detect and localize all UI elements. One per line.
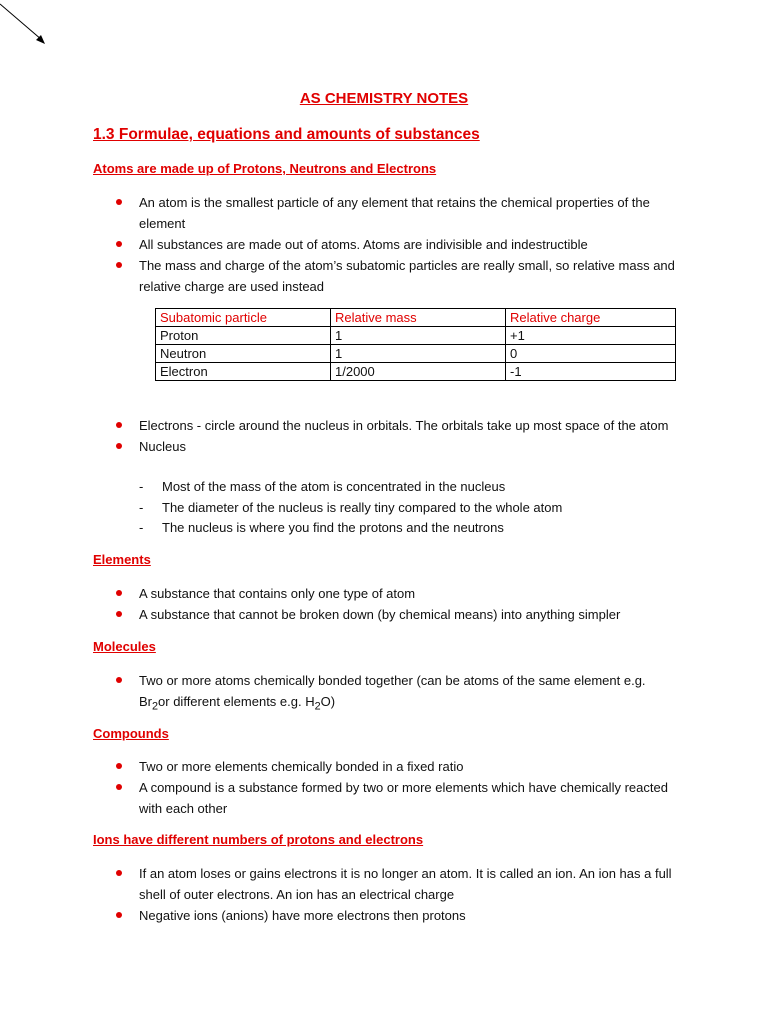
table-cell: 1: [331, 345, 506, 363]
structure-list: [0, 415, 768, 457]
ions-list: [0, 863, 768, 926]
table-cell: Electron: [156, 363, 331, 381]
table-row: [156, 363, 676, 381]
list-item: - The nucleus is where you find the protons and the neutrons: [0, 518, 768, 539]
table-header: Subatomic particle: [156, 309, 331, 327]
list-item: Two or more atoms chemically bonded together (can be atoms of the same element e.g. $Br_2or$ different elements e.g. $H_2O$): [0, 670, 768, 718]
list-item: A substance that cannot be broken down (by chemical means) into anything simpler: [0, 604, 768, 625]
elements-list: [0, 583, 768, 625]
molecules-heading: Molecules: [93, 639, 156, 654]
table-cell: Proton: [156, 327, 331, 345]
list-item: - The diameter of the nucleus is really tiny compared to the whole atom: [0, 498, 768, 519]
compounds-list: [0, 756, 768, 819]
list-item: A compound is a substance formed by two or more elements which have chemically reacted with each other: [0, 777, 768, 819]
atoms-list: [0, 192, 768, 297]
list-item: Electrons - circle around the nucleus in orbitals. The orbitals take up most space of the atom: [0, 415, 768, 436]
page-title: AS CHEMISTRY NOTES: [299, 90, 469, 107]
table-cell: 1: [331, 327, 506, 345]
subatomic-table: [155, 308, 676, 381]
list-item: - Most of the mass of the atom is concentrated in the nucleus: [0, 477, 768, 498]
list-item: The mass and charge of the atom’s subatomic particles are really small, so relative mass and relative charge are used instead: [0, 255, 768, 297]
nucleus-list: [0, 477, 768, 539]
ions-heading: Ions have different numbers of protons and electrons: [93, 832, 424, 847]
table-header: Relative mass: [331, 309, 506, 327]
table-row: [156, 345, 676, 363]
list-item: An atom is the smallest particle of any element that retains the chemical properties of the element: [0, 192, 768, 234]
table-cell: +1: [506, 327, 676, 345]
section-heading: 1.3 Formulae, equations and amounts of substances: [93, 126, 480, 143]
list-item: Two or more elements chemically bonded in a fixed ratio: [0, 756, 768, 777]
table-header: Relative charge: [506, 309, 676, 327]
table-cell: Neutron: [156, 345, 331, 363]
table-cell: 0: [506, 345, 676, 363]
table-row: [156, 327, 676, 345]
table-header-row: [156, 309, 676, 327]
atoms-heading: Atoms are made up of Protons, Neutrons and Electrons: [93, 161, 437, 176]
compounds-heading: Compounds: [93, 726, 169, 741]
elements-heading: Elements: [93, 552, 151, 567]
list-item: Nucleus: [0, 436, 768, 457]
list-item: If an atom loses or gains electrons it is no longer an atom. It is called an ion. An ion has a full shell of outer electrons. An ion has an electrical charge: [0, 863, 768, 905]
list-item: All substances are made out of atoms. Atoms are indivisible and indestructible: [0, 234, 768, 255]
table-cell: 1/2000: [331, 363, 506, 381]
list-item: Negative ions (anions) have more electrons then protons: [0, 905, 768, 926]
molecules-list: [0, 670, 768, 718]
list-item: A substance that contains only one type of atom: [0, 583, 768, 604]
arrow-icon: [0, 0, 50, 50]
table-cell: -1: [506, 363, 676, 381]
